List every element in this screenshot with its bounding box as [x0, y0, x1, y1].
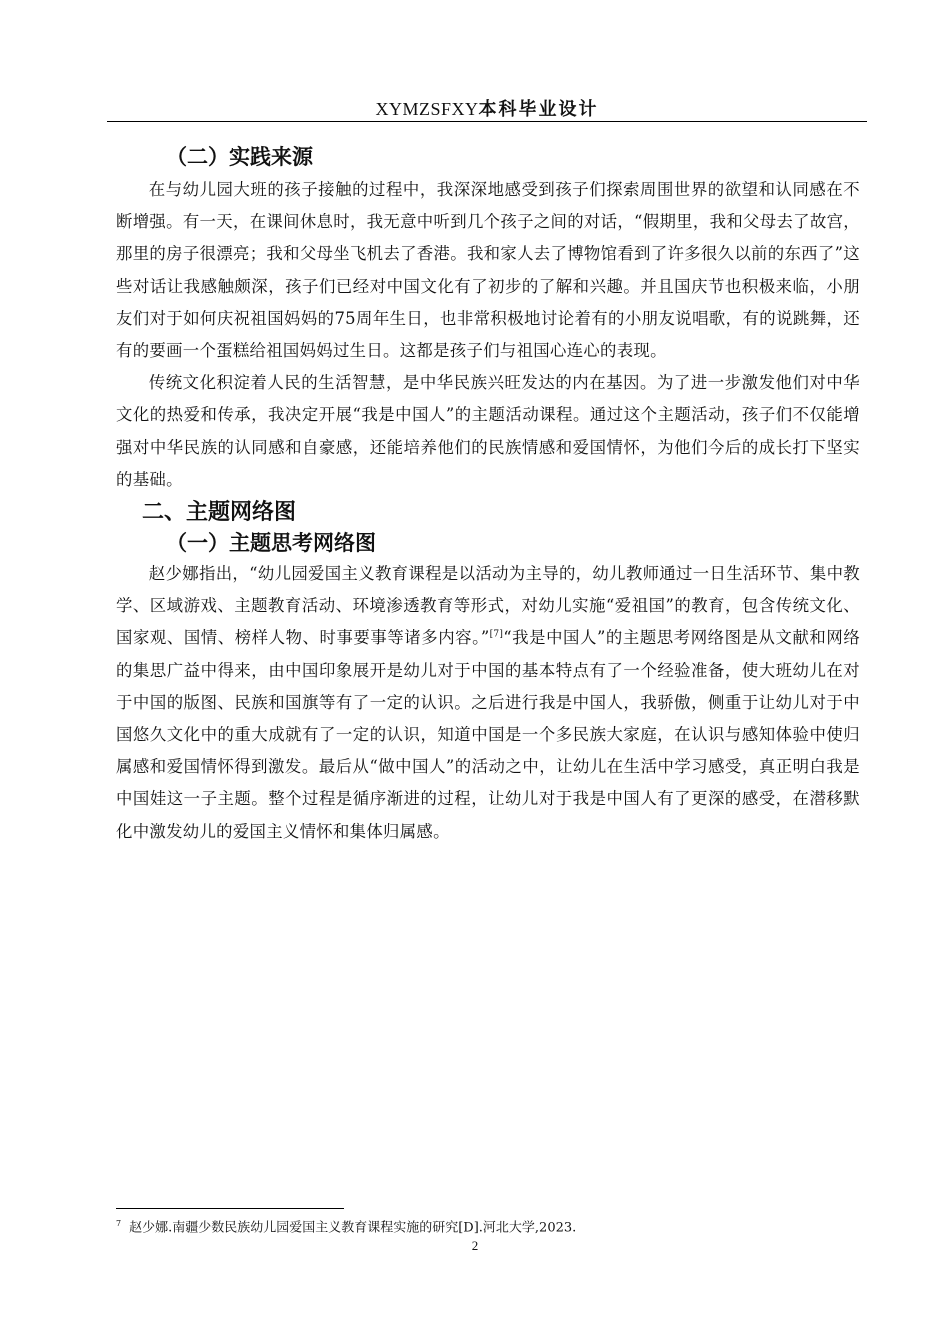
paragraph-practice-1: 在与幼儿园大班的孩子接触的过程中，我深深地感受到孩子们探索周围世界的欲望和认同感在不断增强。有一天，在课间休息时，我无意中听到几个孩子之间的对话，“假期里，我和父母去了故宫，那里的房子很漂亮；我和父母坐飞机去了香港。我和家人去了博物馆看到了许多很久以前的东西了”这些对话让我感触颇深，孩子们已经对中国文化有了初步的了解和兴趣。并且国庆节也积极来临，小朋友们对于如何庆祝祖国妈妈的75周年生日，也非常积极地讨论着有的小朋友说唱歌，有的说跳舞，还有的要画一个蛋糕给祖国妈妈过生日。这都是孩子们与祖国心连心的表现。	[116, 180, 860, 361]
citation-reference[interactable]: [7]	[489, 629, 504, 640]
network-description: “我是中国人”的主题思考网络图是从文献和网络的集思广益中得来，由中国印象展开是幼儿对于中国的基本特点有了一个经验准备，使大班幼儿在对于中国的版图、民族和国旗等有了一定的认识。之后进行我是中国人，我骄傲，侧重于让幼儿对于中国悠久文化中的重大成就有了一定的认识，知道中国是一个多民族大家庭，在认识与感知体验中使归属感和爱国情怀得到激发。最后从“做中国人”的活动之中，让幼儿在生活中学习感受，真正明白我是中国娃这一子主题。整个过程是循序渐进的过程，让幼儿对于我是中国人有了更深的感受，在潜移默化中激发幼儿的爱国主义情怀和集体归属感。	[116, 628, 861, 841]
heading-practice-source: （二）实践来源	[166, 145, 313, 169]
page-body	[116, 140, 860, 848]
footnote-rule	[116, 1208, 344, 1209]
header-school-code: XYMZSFXY	[375, 99, 479, 119]
heading-theme-network: 二、主题网络图	[142, 500, 297, 526]
quote-text: 赵少娜指出，“幼儿园爱国主义教育课程是以活动为主导的，幼儿教师通过一日生活环节、集中教学、区域游戏、主题教育活动、环境渗透教育等形式，对幼儿实施“爱祖国”的教育，包含传统文化、国家观、国情、榜样人物、时事要事等诸多内容。”	[116, 564, 860, 648]
header-title: 本科毕业设计	[478, 99, 599, 120]
header-rule	[107, 121, 867, 122]
heading-theme-thinking-network: （一）主题思考网络图	[166, 531, 376, 556]
page-number: 2	[471, 1238, 479, 1253]
paragraph-theme-network	[116, 558, 860, 848]
paragraph-practice-2: 传统文化积淀着人民的生活智慧，是中华民族兴旺发达的内在基因。为了进一步激发他们对中华文化的热爱和传承，我决定开展“我是中国人”的主题活动课程。通过这个主题活动，孩子们不仅能增强对中华民族的认同感和自豪感，还能培养他们的民族情感和爱国情怀，为他们今后的成长打下坚实的基础。	[116, 373, 860, 489]
page-header	[107, 96, 867, 122]
footnote	[116, 1214, 856, 1238]
footnote-mark: 7	[116, 1219, 122, 1228]
footnote-text: 赵少娜.南疆少数民族幼儿园爱国主义教育课程实施的研究[D].河北大学,2023.	[129, 1220, 577, 1236]
